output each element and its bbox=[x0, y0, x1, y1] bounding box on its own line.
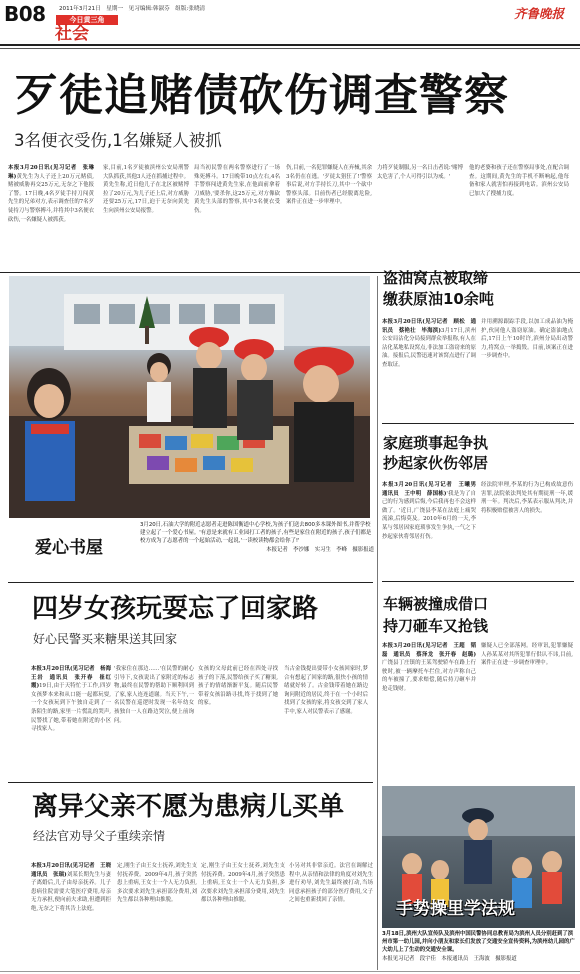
family-headline-2: 抄起家伙伤邻居 bbox=[383, 454, 489, 472]
fuel-headline-1: 盗油窝点被取缔 bbox=[383, 269, 489, 287]
library-photo bbox=[9, 276, 370, 518]
traffic-photo-overlay-title: 手势操里学法规 bbox=[396, 899, 515, 919]
main-subhead: 3名便衣受伤,1名嫌疑人被抓 bbox=[14, 131, 222, 150]
main-story-col-4: 伤,目前,一名犯罪嫌疑人在弃械,其余3名仍在在逃。'歹徒太猖狂了!'警察事后说,对方手持长刀,其中一个砍中警察头部。目前伤者已经脱离危险,案件正在进一步审理中。 bbox=[286, 165, 372, 206]
family-story-col-1: 本报3月20日讯(见习记者 王曦男 通讯员 王中明 薛国栋)'我是为了自己的行为感到后悔,今后我再也不会这样做了。'近日,广饶县李某在法庭上痛哭流涕,后悔莫及。2010年6月的一天,李某与邻居因家庭琐事发生争执,一气之下抄起家伙将邻居打伤。 bbox=[382, 482, 476, 540]
girl-story-col-3: 女孩的父母此前已经在四处寻找孩子的下落,民警给孩子买了糖果,孩子的情绪渐渐平复。随后民警带着女孩沿路寻找,终于找到了她的家。 bbox=[198, 666, 278, 707]
family-story-col-2: 经法院审理,李某的行为已构成故意伤害罪,法院依法判处其有期徒刑一年,缓刑一年。判决后,李某表示服从判决,并将积极赔偿被害人的损失。 bbox=[481, 482, 573, 514]
girl-subhead: 好心民警买来糖果送其回家 bbox=[33, 632, 178, 646]
traffic-photo-caption: 3月18日,滨州大队宣传队及滨州中国民警协同总教育局为滨州人员分别赶到了滨州市第一幼儿园,并向小朋友和家长们发放了交通安全宣传资料,为滨州幼儿园的广大幼儿上了生动的交通安全课。 本报见习记者 段宇佳 本报通讯员 王海波 摄影报道 bbox=[382, 931, 575, 962]
divider-fuel bbox=[382, 423, 574, 424]
father-story-col-1: 本报3月20日讯(见习记者 王晓 通讯员 张瑞)刘某长期先生与妻子离婚后,儿子由母亲抚养。儿子患病住院需要大笔医疗费用,母亲无力承担,便向前夫求助,但遭到拒绝,无奈之下将其告上法庭。 bbox=[31, 863, 111, 912]
girl-headline: 四岁女孩玩耍忘了回家路 bbox=[32, 594, 319, 624]
column-label: 今日黄三角 bbox=[56, 15, 118, 25]
father-subhead: 经法官劝导父子重续亲情 bbox=[33, 829, 166, 843]
main-story-col-3: 局当初民警在两名警察进行了一场殊死搏斗。17日晚带10点左右,4名手警察闯进黄先生家,在他面前拿着刀威胁,'要杀你,这25万元,对方像砍黄先生头部的警察,其中3名便衣受伤。 bbox=[194, 165, 280, 214]
father-story-col-2: 定,刚生子由王女士抚养,刘先生支付抚养费。2009年4月,孩子突然患上重病,王女士一个人无力负担,多次要求刘先生承担部分费用,刘先生都以各种理由推脱。 bbox=[117, 863, 197, 904]
vehicle-story-col-1: 本报3月20日讯(见习记者 王超 韬磊 通讯员 蔡泽龙 张开春 赵璐)广饶县丁庄镇的王某驾驶轿车在路上行驶时,被一辆摩托车拦住,对方声称自己的车被撞了,要求赔偿,随后持刀砸车并抢走钱财。 bbox=[382, 643, 476, 692]
divider-family bbox=[382, 581, 574, 582]
girl-story-col-4: 当古金钱提出要带小女孩回家时,梦合有想起了回家的路,很快小孩的情绪就好转了。古金钱带着她在路边询问附近的居民,终于在一个小时后找到了女孩的家,将女孩交到了家人手中,家人对民警表示了感谢。 bbox=[284, 666, 368, 715]
section-name: 社会 bbox=[55, 24, 89, 44]
main-headline: 歹徒追赌债砍伤调查警察 bbox=[14, 70, 509, 121]
divider-girl bbox=[8, 782, 373, 783]
footer-rule bbox=[0, 971, 580, 972]
library-photo-caption: 3月20日,石油大学的附近志愿者走进陈国衡道中心学校,为孩子们送去800多本课外图书,并帮学校建立起了一个爱心书屋。'有意是来就有工业园打工者的孩子,有些是家住在附近的孩子,孩子们都是校方成为了志愿者的一个起始活动,一起说,'一读校读物都会给你了!' 本报记者 李沙娜 实习生 李峰 摄影报道 bbox=[140, 522, 374, 553]
column-divider bbox=[377, 276, 378, 970]
father-story-col-4: 小另对其非常亲近。法官在调解过程中,从亲情和法律的角度对刘先生进行劝导,刘先生最终被打动,当场同意承担孩子的部分医疗费用,父子之间也重新找回了亲情。 bbox=[289, 863, 373, 904]
main-story-col-5: 力将歹徒制服,另一名日击者说:'赌博太危害了,个人可得引以为戒。' bbox=[377, 165, 463, 180]
divider-photo bbox=[8, 582, 373, 583]
header-divider-thin bbox=[0, 48, 580, 49]
fuel-story-col-1: 本报3月20日讯(见习记者 顾松 通讯员 蔡艳壮 毕海滨)3月17日,滨州公安局沾化分局接到群众举报称,有人在沾化某地私设窝点,非法加工盗窃来的原油。接报后,民警迅速对该窝点进行了调查取证。 bbox=[382, 319, 476, 368]
father-headline: 离异父亲不愿为患病儿买单 bbox=[32, 792, 345, 822]
newspaper-logo: 齐鲁晚报 bbox=[514, 6, 565, 21]
library-photo-title-label: 爱心书屋 bbox=[35, 538, 103, 558]
main-story-col-1: 本报3月20日讯(见习记者 张琳琳)黄先生为人子还上20万元赌债,赌被威胁再交25万元,无奈之下他报了警。17日晚,4名歹徒手持刀闯黄先生的兄弟对方,表示调查任的7名歹徒持刀与警察搏斗,并将其中3名便衣砍伤,一名嫌疑人被抓获。 bbox=[8, 165, 94, 223]
page-number: B08 bbox=[4, 2, 46, 26]
fuel-story-col-2: 并用溯源跟踪手段,以加工成品油为掩护,伙同他人盗窃原油。确定盗油地点后,17日上午10时许,滨州分局出动警力,将窝点一举捣毁。目前,该案正在进一步调查中。 bbox=[481, 319, 573, 360]
main-story-col-6: 他的老婆和孩子还在警察局事处,在配合调查。这期间,黄先生的手机不断响起,他每备和家人就害怕再接到电话。滨州公安局已加大了搜捕力度。 bbox=[469, 165, 569, 197]
date-line: 2011年3月21日 星期一 见习编辑:韩淑芬 组版:张晓清 bbox=[59, 6, 206, 12]
vehicle-headline-1: 车辆被撞成借口 bbox=[383, 595, 489, 613]
divider-main bbox=[0, 272, 580, 273]
fuel-headline-2: 缴获原油10余吨 bbox=[383, 290, 494, 308]
vehicle-story-col-2: 嫌疑人已全部落网。经审讯,犯罪嫌疑人孙某某对其所犯罪行供认不讳,目前,案件正在进一步调查审理中。 bbox=[481, 643, 573, 667]
main-story-col-2: 家,目前,1名歹徒被滨州公安局刑警大队抓获,其他3人还在抓捕过程中。黄先生称,近日他儿子在北区被赌博拉了20万元,为儿子还上后,对方威胁还要25万元,17日,迫于无奈向黄先生向滨州公安局报警。 bbox=[103, 165, 189, 214]
girl-story-col-1: 本报3月20日讯(见习记者 杨海 王岩 通讯员 张开春 崔红霞)19日,由于天特忙于工作,四岁女孩梦本来和从口能一起都玩耍,一个女孩玩到下午独自走到了一条陌生的路,家里一片慌乱的哭声,民警找了她,带着她在附近的小区寻找家人。 bbox=[31, 666, 111, 733]
family-headline-1: 家庭琐事起争执 bbox=[383, 434, 489, 452]
vehicle-headline-2: 持刀砸车又抢钱 bbox=[383, 617, 489, 635]
traffic-class-photo bbox=[382, 786, 575, 928]
girl-story-col-2: '我家住在那边……'在民警的耐心引导下,女孩说出了家附近的标志物,最终在民警的帮助下顺利回到了家,家人连连道谢。当天下午,一名民警在巡逻时发现一名年幼女孩独自一人在路边哭泣,便上前询问。 bbox=[114, 666, 194, 724]
father-story-col-3: 定,刚生子由王女士抚养,刘先生支付抚养费。2009年4月,孩子突然患上重病,王女士一个人无力负担,多次要求刘先生承担部分费用,刘先生都以各种理由推脱。 bbox=[201, 863, 285, 904]
header-divider bbox=[0, 44, 580, 46]
